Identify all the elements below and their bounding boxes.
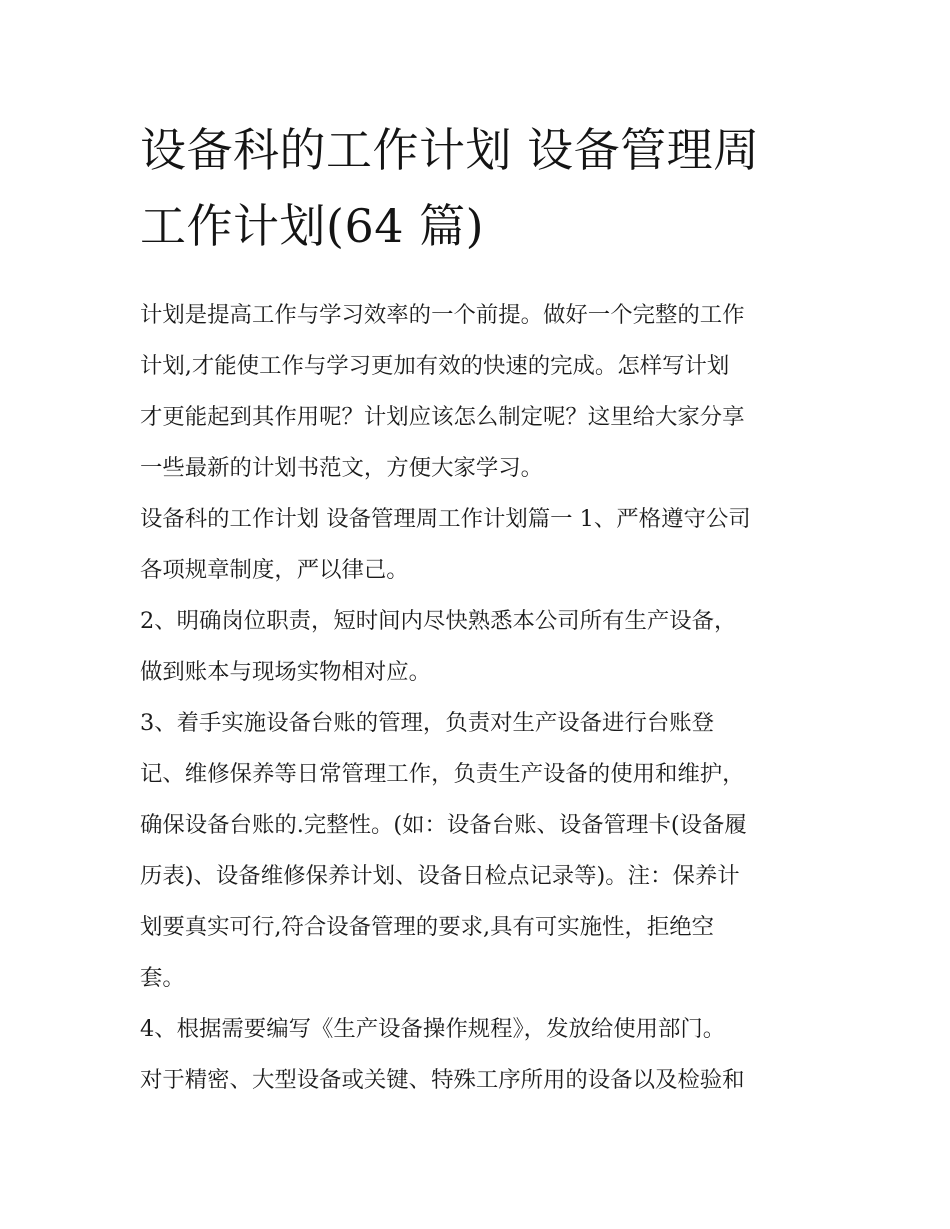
paragraph-intro	[140, 290, 820, 494]
text-line: 3、着手实施设备台账的管理，负责对生产设备进行台账登	[140, 710, 715, 736]
document-content	[140, 112, 820, 1106]
text-line: 2、明确岗位职责，短时间内尽快熟悉本公司所有生产设备，	[140, 608, 737, 634]
text-line: 才更能起到其作用呢？计划应该怎么制定呢？这里给大家分享	[140, 404, 745, 430]
title-line-2: 工作计划(64 篇)	[140, 199, 485, 253]
document-body	[140, 290, 820, 1106]
paragraph-item-4	[140, 1004, 820, 1106]
paragraph-item-2	[140, 596, 820, 698]
document-title	[140, 112, 820, 264]
text-line: 设备科的工作计划 设备管理周工作计划篇一 1、严格遵守公司	[140, 506, 751, 532]
paragraph-item-1	[140, 494, 820, 596]
text-line: 做到账本与现场实物相对应。	[140, 659, 432, 685]
text-line: 确保设备台账的.完整性。(如：设备台账、设备管理卡(设备履	[140, 812, 747, 838]
text-line: 历表)、设备维修保养计划、设备日检点记录等)。注：保养计	[140, 863, 740, 889]
text-line: 套。	[140, 965, 185, 991]
text-line: 各项规章制度，严以律己。	[140, 557, 409, 583]
paragraph-item-3	[140, 698, 820, 1004]
title-line-1: 设备科的工作计划 设备管理周	[140, 123, 760, 177]
text-line: 一些最新的计划书范文，方便大家学习。	[140, 455, 544, 481]
text-line: 计划是提高工作与学习效率的一个前提。做好一个完整的工作	[140, 302, 745, 328]
text-line: 计划,才能使工作与学习更加有效的快速的完成。怎样写计划	[140, 353, 730, 379]
text-line: 对于精密、大型设备或关键、特殊工序所用的设备以及检验和	[140, 1067, 745, 1093]
text-line: 记、维修保养等日常管理工作，负责生产设备的使用和维护，	[140, 761, 745, 787]
text-line: 4、根据需要编写《生产设备操作规程》，发放给使用部门。	[140, 1016, 726, 1042]
text-line: 划要真实可行,符合设备管理的要求,具有可实施性，拒绝空	[140, 914, 714, 940]
